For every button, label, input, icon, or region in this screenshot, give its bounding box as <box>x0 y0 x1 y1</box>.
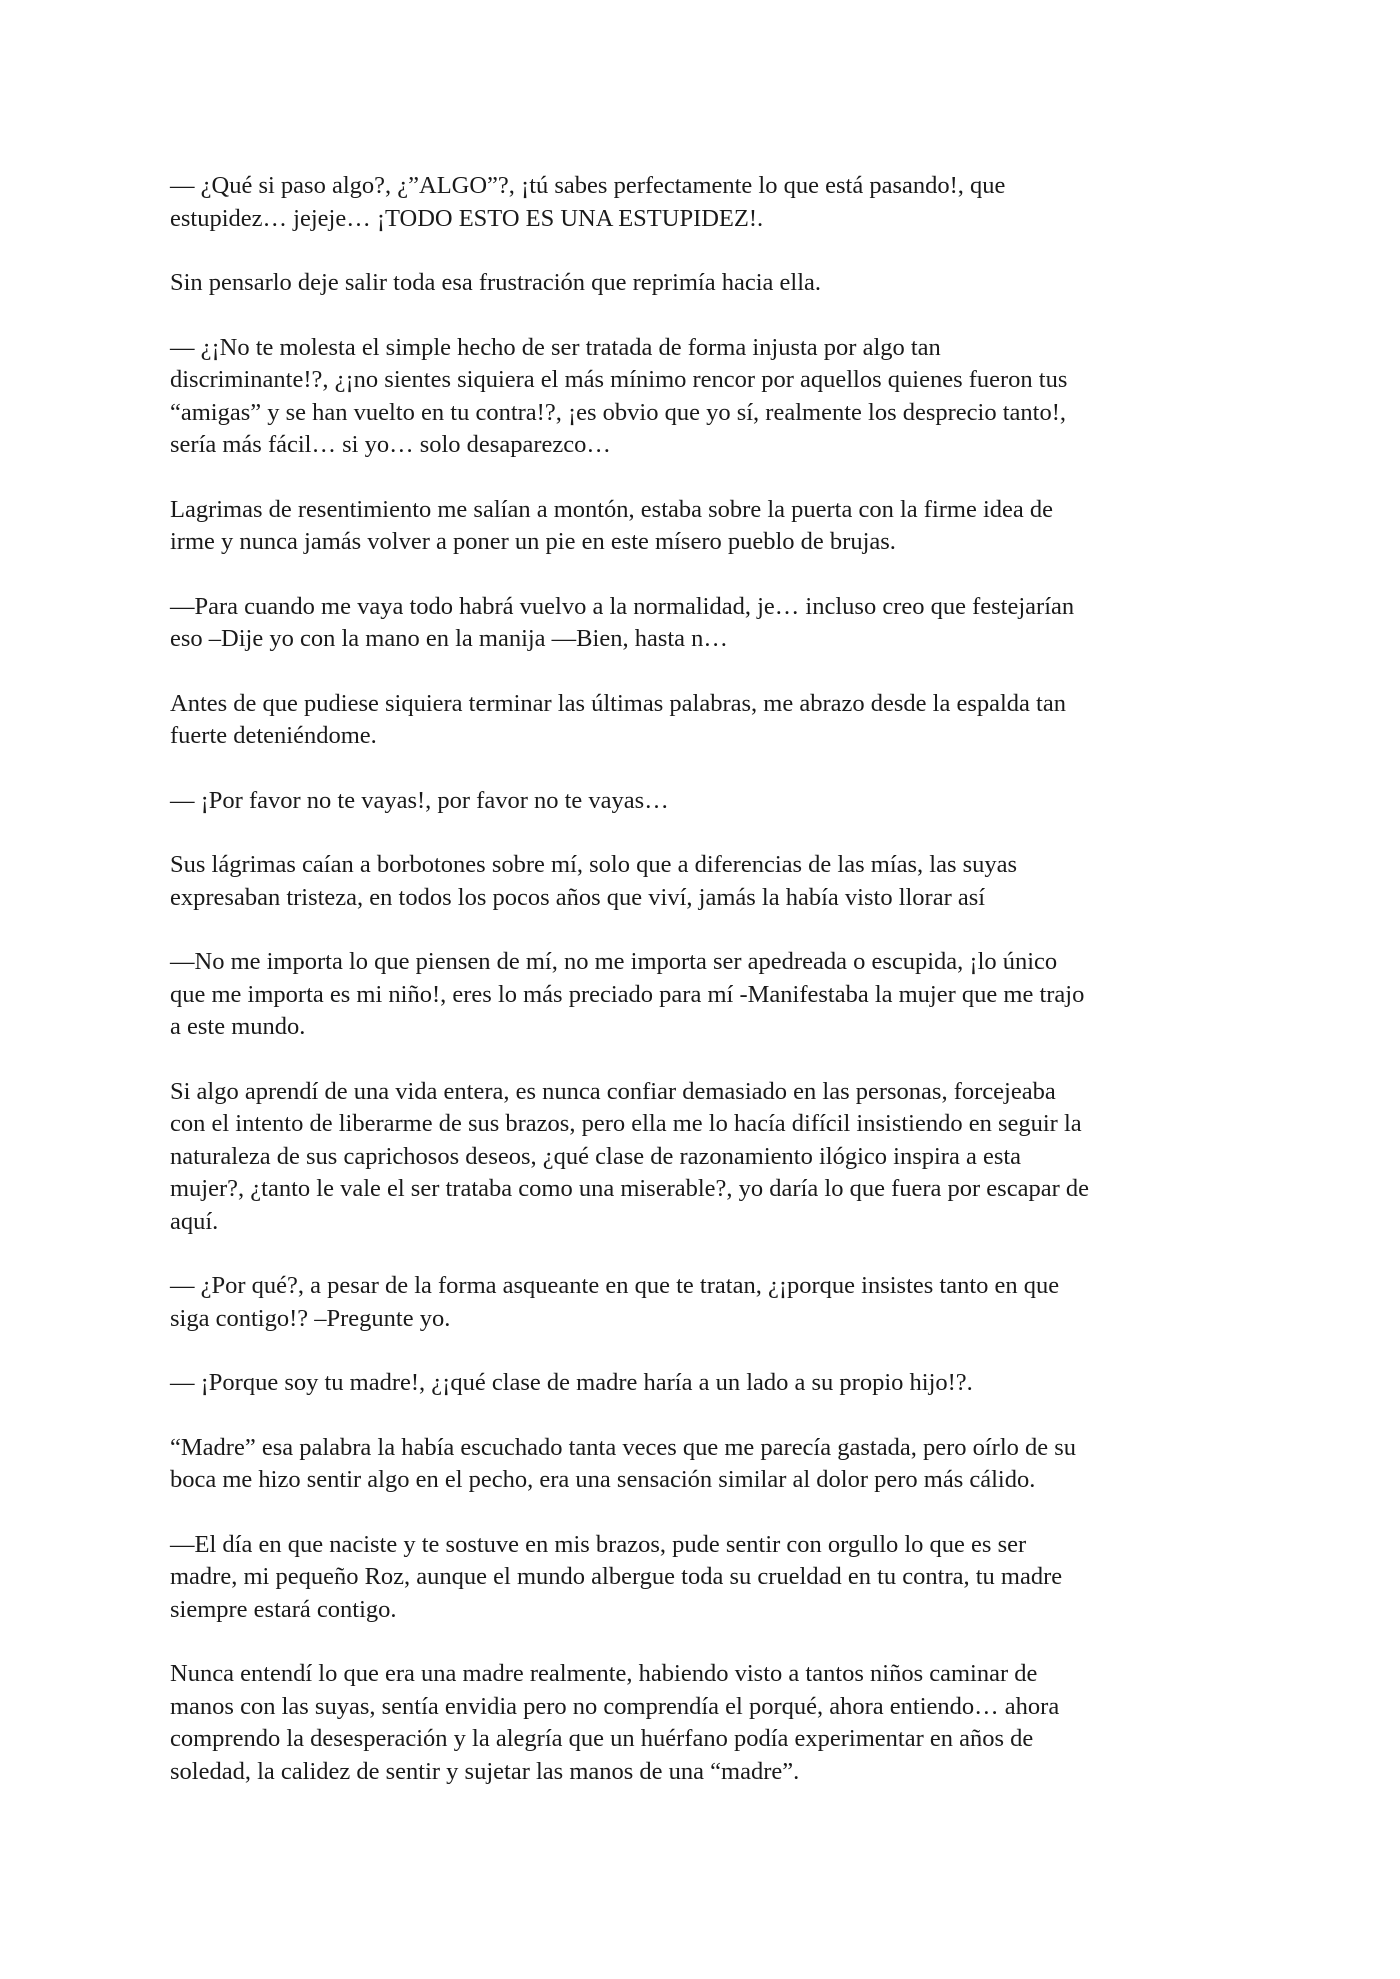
paragraph <box>170 1529 1240 1627</box>
text-line: “Madre” esa palabra la había escuchado tanta veces que me parecía gastada, pero oírlo de su <box>170 1433 1077 1461</box>
paragraph <box>170 1658 1240 1788</box>
paragraph <box>170 1432 1240 1497</box>
paragraph <box>170 332 1240 462</box>
text-line: Lagrimas de resentimiento me salían a montón, estaba sobre la puerta con la firme idea de <box>170 495 1054 523</box>
text-line: Sus lágrimas caían a borbotones sobre mí, solo que a diferencias de las mías, las suyas <box>170 851 1018 878</box>
text-line: aquí. <box>170 1207 219 1235</box>
text-line: siempre estará contigo. <box>170 1595 397 1623</box>
text-column <box>170 170 1240 1820</box>
text-line: boca me hizo sentir algo en el pecho, era una sensación similar al dolor pero más cálido. <box>170 1466 1036 1493</box>
text-line: — ¡Por favor no te vayas!, por favor no te vayas… <box>170 786 669 814</box>
text-line: fuerte deteniéndome. <box>170 722 377 749</box>
text-line: con el intento de liberarme de sus brazos, pero ella me lo hacía difícil insistiendo en seguir la <box>170 1110 1082 1137</box>
text-line: mujer?, ¿tanto le vale el ser trataba como una miserable?, yo daría lo que fuera por escapar de <box>170 1175 1089 1202</box>
text-line: — ¿Por qué?, a pesar de la forma asqueante en que te tratan, ¿¡porque insistes tanto en que <box>170 1272 1060 1299</box>
text-line: naturaleza de sus caprichosos deseos, ¿qué clase de razonamiento ilógico inspira a esta <box>170 1142 1022 1170</box>
text-line: soledad, la calidez de sentir y sujetar las manos de una “madre”. <box>170 1757 800 1785</box>
text-line: a este mundo. <box>170 1013 306 1040</box>
text-line: manos con las suyas, sentía envidia pero no comprendía el porqué, ahora entiendo… ahora <box>170 1692 1060 1720</box>
paragraph <box>170 267 1240 300</box>
text-line: Sin pensarlo deje salir toda esa frustración que reprimía hacia ella. <box>170 269 822 296</box>
text-line: — ¿Qué si paso algo?, ¿”ALGO”?, ¡tú sabes perfectamente lo que está pasando!, que <box>170 172 1006 199</box>
paragraph <box>170 494 1240 559</box>
text-line: — ¿¡No te molesta el simple hecho de ser tratada de forma injusta por algo tan <box>170 333 941 361</box>
paragraph <box>170 946 1240 1044</box>
paragraph <box>170 1076 1240 1239</box>
text-line: Nunca entendí lo que era una madre realmente, habiendo visto a tantos niños caminar de <box>170 1660 1038 1687</box>
text-line: irme y nunca jamás volver a poner un pie en este mísero pueblo de brujas. <box>170 528 896 555</box>
text-line: —El día en que naciste y te sostuve en mis brazos, pude sentir con orgullo lo que es ser <box>170 1530 1027 1558</box>
text-line: Si algo aprendí de una vida entera, es nunca confiar demasiado en las personas, forcejeaba <box>170 1077 1056 1105</box>
text-line: —No me importa lo que piensen de mí, no me importa ser apedreada o escupida, ¡lo único <box>170 948 1058 975</box>
text-line: madre, mi pequeño Roz, aunque el mundo albergue toda su crueldad en tu contra, tu madre <box>170 1563 1063 1590</box>
paragraph <box>170 785 1240 818</box>
text-line: “amigas” y se han vuelto en tu contra!?, ¡es obvio que yo sí, realmente los desprecio tanto!, <box>170 398 1066 426</box>
paragraph <box>170 849 1240 914</box>
paragraph <box>170 1367 1240 1400</box>
paragraph <box>170 170 1240 235</box>
paragraph <box>170 1270 1240 1335</box>
text-line: expresaban tristeza, en todos los pocos años que viví, jamás la había visto llorar así <box>170 883 986 911</box>
text-line: discriminante!?, ¿¡no sientes siquiera el más mínimo rencor por aquellos quienes fueron tus <box>170 366 1068 393</box>
text-line: que me importa es mi niño!, eres lo más preciado para mí -Manifestaba la mujer que me trajo <box>170 980 1085 1008</box>
text-line: eso –Dije yo con la mano en la manija —Bien, hasta n… <box>170 625 728 652</box>
text-line: estupidez… jejeje… ¡TODO ESTO ES UNA ESTUPIDEZ!. <box>170 204 764 232</box>
text-line: comprendo la desesperación y la alegría que un huérfano podía experimentar en años de <box>170 1725 1034 1752</box>
text-line: —Para cuando me vaya todo habrá vuelvo a la normalidad, je… incluso creo que festejarían <box>170 592 1075 620</box>
text-line: sería más fácil… si yo… solo desaparezco… <box>170 431 611 458</box>
paragraph <box>170 688 1240 753</box>
paragraph <box>170 591 1240 656</box>
text-line: Antes de que pudiese siquiera terminar las últimas palabras, me abrazo desde la espalda tan <box>170 689 1066 717</box>
text-line: — ¡Porque soy tu madre!, ¿¡qué clase de madre haría a un lado a su propio hijo!?. <box>170 1369 973 1396</box>
text-line: siga contigo!? –Pregunte yo. <box>170 1304 451 1332</box>
